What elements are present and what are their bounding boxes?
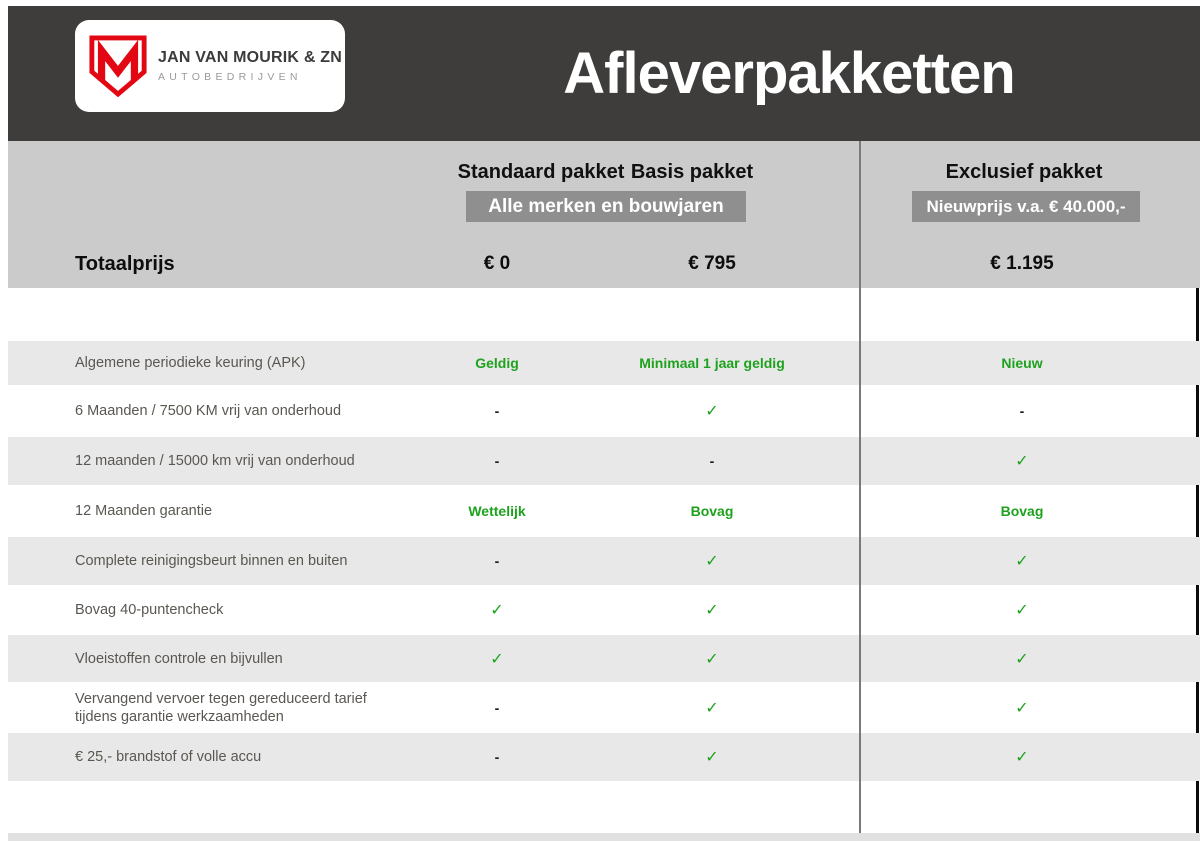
brand-subtitle: AUTOBEDRIJVEN	[158, 71, 302, 83]
feature-value-basis: ✓	[705, 650, 719, 668]
feature-row	[8, 537, 1200, 585]
feature-row	[8, 733, 1200, 781]
page-title: Afleverpakketten	[563, 41, 1015, 106]
column-basis-header: Basis pakket	[630, 161, 754, 183]
total-value-exclusief: € 1.195	[990, 253, 1054, 274]
package-columns-header	[8, 141, 1200, 288]
feature-label: Vloeistoffen controle en bijvullen	[75, 650, 283, 667]
feature-label: 6 Maanden / 7500 KM vrij van onderhoud	[75, 403, 342, 419]
feature-value-basis: ✓	[705, 602, 719, 619]
feature-value-exclusief: ✓	[1015, 650, 1029, 668]
feature-row	[8, 341, 1200, 385]
feature-row	[8, 385, 1200, 437]
feature-row	[8, 585, 1200, 635]
feature-value-standaard: ✓	[490, 602, 504, 619]
bottom-bar	[8, 833, 1200, 841]
features-table	[8, 341, 1200, 781]
column-standaard-header: Standaard pakket	[457, 161, 625, 183]
badge-new-price: Nieuwprijs v.a. € 40.000,-	[912, 191, 1140, 222]
feature-row	[8, 485, 1200, 537]
feature-value-basis: ✓	[705, 403, 719, 420]
total-value-basis: € 795	[688, 253, 736, 274]
feature-value-basis: ✓	[705, 699, 719, 717]
feature-label: € 25,- brandstof of volle accu	[75, 749, 262, 765]
feature-label: Algemene periodieke keuring (APK)	[75, 355, 306, 371]
feature-label: Vervangend vervoer tegen gereduceerd tarief tijdens garantie werkzaamheden	[75, 690, 367, 725]
feature-value-exclusief: ✓	[1015, 749, 1029, 766]
feature-label: Bovag 40-puntencheck	[75, 602, 224, 618]
feature-value-basis: -	[709, 453, 715, 469]
feature-value-basis: ✓	[705, 553, 719, 570]
feature-label: 12 maanden / 15000 km vrij van onderhoud	[75, 453, 355, 469]
top-header	[8, 6, 1200, 141]
exclusief-column-divider	[859, 141, 861, 833]
feature-row	[8, 682, 1200, 733]
feature-value-exclusief: -	[1019, 403, 1025, 419]
feature-value-exclusief: ✓	[1015, 453, 1029, 470]
total-price-label: Totaalprijs	[75, 253, 175, 275]
column-exclusief-header: Exclusief pakket	[945, 161, 1103, 183]
feature-row	[8, 635, 1200, 682]
feature-value-standaard: ✓	[490, 650, 504, 668]
feature-value-basis: Minimaal 1 jaar geldig	[639, 355, 785, 371]
brand-logo-card	[75, 20, 345, 112]
feature-value-standaard: Wettelijk	[468, 503, 526, 519]
feature-value-standaard: -	[494, 699, 500, 716]
brand-shield-icon	[88, 35, 148, 97]
feature-value-standaard: -	[494, 403, 500, 419]
feature-value-standaard: -	[494, 553, 500, 569]
feature-value-exclusief: Nieuw	[1001, 355, 1043, 371]
feature-value-exclusief: ✓	[1015, 602, 1029, 619]
feature-value-standaard: Geldig	[475, 355, 519, 371]
feature-label: Complete reinigingsbeurt binnen en buiten	[75, 553, 348, 569]
badge-all-brands: Alle merken en bouwjaren	[466, 191, 746, 222]
feature-value-exclusief: Bovag	[1000, 503, 1044, 519]
feature-row	[8, 437, 1200, 485]
feature-value-exclusief: ✓	[1015, 699, 1029, 717]
total-value-standaard: € 0	[483, 253, 511, 274]
feature-label: 12 Maanden garantie	[75, 503, 213, 519]
feature-value-basis: Bovag	[690, 503, 734, 519]
feature-value-standaard: -	[494, 749, 500, 765]
brand-text-block	[158, 49, 342, 83]
feature-value-exclusief: ✓	[1015, 553, 1029, 570]
brand-name: JAN VAN MOURIK & ZN	[158, 49, 342, 66]
feature-value-basis: ✓	[705, 749, 719, 766]
feature-value-standaard: -	[494, 453, 500, 469]
